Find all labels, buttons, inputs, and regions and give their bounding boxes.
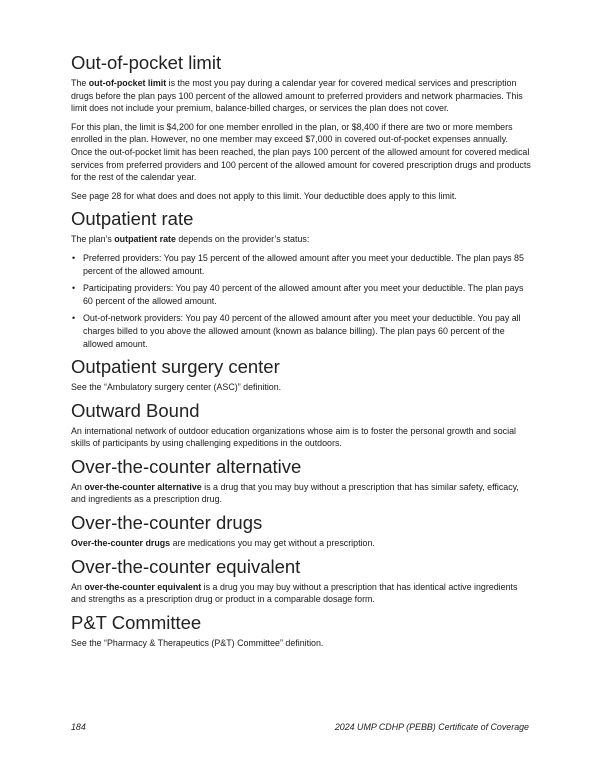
text: is a drug that you may buy without a prescription that has similar safety, efficacy, and ingredients as a prescription drug. [71,481,519,505]
text: are medications you may get without a prescription. [170,538,375,549]
heading-otc-equivalent: Over-the-counter equivalent [71,555,301,577]
text: is the most you pay during a calendar year for covered medical services and prescription drugs before the plan pays 100 percent of the allowed amount to preferred providers and network pharmacies. This limit does not include your premium, balance-billed charges, or services the plan does not cover. [71,78,523,114]
list-item: • Participating providers: You pay 40 percent of the allowed amount after you meet your deductible. The plan pays 60 percent of the allowed amount. [71,282,531,307]
text: is a drug you may buy without a prescription that has identical active ingredients and strengths as a prescription drug or product in a comparable dosage form. [71,581,518,605]
section-out-of-pocket-limit [71,52,531,202]
section-otc-alternative [71,456,531,506]
paragraph-outward-bound: An international network of outdoor education organizations whose aim is to foster the personal growth and social skills of participants by using challenging expeditions in the outdoors. [71,425,516,449]
paragraph-surgery-center: See the “Ambulatory surgery center (ASC)” definition. [71,382,282,393]
paragraph-oop-definition [71,77,531,115]
term-out-of-pocket-limit: out-of-pocket limit [88,78,167,88]
heading-outward-bound: Outward Bound [71,399,200,421]
paragraph-oop-amounts: For this plan, the limit is $4,200 for one member enrolled in the plan, or $8,400 if there are two or more members enrolled in the plan. However, no one member may exceed $7,000 in covered out-of-pocket expenses annually. Once the out-of-pocket limit has been reached, the plan pays 100 percent of the allowed amount for covered medical services from preferred providers and 100 percent of the allowed amount for covered prescription drugs and products for the rest of the calendar year. [71,121,531,183]
heading-out-of-pocket-limit: Out-of-pocket limit [71,52,222,73]
section-outpatient-rate [71,208,531,350]
text: An [71,481,85,492]
heading-pt-committee: P&T Committee [71,611,202,633]
section-otc-equivalent [71,556,531,606]
paragraph-outpatient-rate-intro [71,233,531,246]
section-otc-drugs [71,512,531,550]
text: An [71,581,85,592]
text: The plan’s [71,234,115,245]
heading-outpatient-surgery-center: Outpatient surgery center [71,356,280,378]
heading-otc-drugs: Over-the-counter drugs [71,512,263,534]
page-content [71,52,531,655]
paragraph-otc-alternative [71,481,531,506]
list-item: • Out-of-network providers: You pay 40 percent of the allowed amount after you meet your deductible. You pay all charges billed to you above the allowed amount (known as balance billing). The plan pays 60 percent of the allowed amount. [71,312,531,350]
heading-otc-alternative: Over-the-counter alternative [71,455,302,477]
heading-outpatient-rate: Outpatient rate [71,208,194,230]
document-title: 2024 UMP CDHP (PEBB) Certificate of Coverage [334,722,529,732]
paragraph-otc-equivalent [71,581,531,606]
paragraph-oop-reference: See page 28 for what does and does not apply to this limit. Your deductible does apply to this limit. [71,190,457,201]
section-outpatient-surgery-center [71,356,531,394]
provider-status-list [71,252,531,350]
paragraph-pt-committee: See the “Pharmacy & Therapeutics (P&T) Committee” definition. [71,637,324,648]
section-outward-bound [71,400,531,450]
text: depends on the provider’s status: [175,234,310,245]
term-otc-alternative: over-the-counter alternative [84,481,202,492]
paragraph-otc-drugs [71,537,531,550]
term-outpatient-rate: outpatient rate [114,234,176,245]
page-number: 184 [71,722,86,732]
term-otc-equivalent: over-the-counter equivalent [84,581,202,592]
list-item: • Preferred providers: You pay 15 percent of the allowed amount after you meet your deductible. The plan pays 85 percent of the allowed amount. [71,252,531,277]
section-pt-committee [71,612,531,650]
text: The [71,78,89,88]
term-otc-drugs: Over-the-counter drugs [71,538,171,549]
